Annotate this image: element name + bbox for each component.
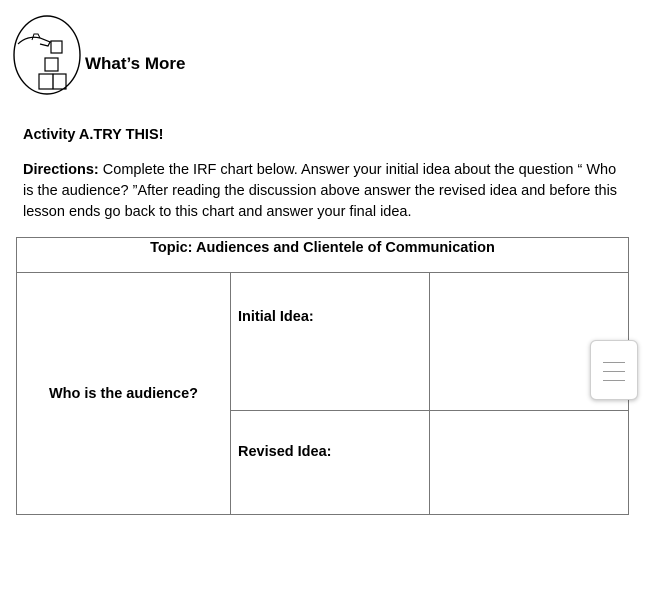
initial-idea-label-cell [231, 273, 430, 411]
hamburger-menu-icon[interactable] [590, 340, 638, 400]
question-cell [17, 273, 231, 515]
activity-title: Activity A.TRY THIS! [23, 127, 164, 143]
topic-text: Topic: Audiences and Clientele of Communication [150, 240, 495, 256]
revised-idea-label: Revised Idea: [238, 444, 332, 460]
section-title: What’s More [85, 54, 186, 73]
initial-idea-label: Initial Idea: [238, 309, 314, 325]
directions-text: Complete the IRF chart below. Answer your initial idea about the question “ Who is the audience? ”After reading the discussion above answer the revised idea and before this lesson ends go back to this chart and answer your final idea. [23, 162, 618, 220]
directions-label: Directions: [23, 162, 99, 178]
directions-paragraph [23, 160, 627, 223]
question-text: Who is the audience? [48, 385, 199, 402]
revised-idea-label-cell [231, 411, 430, 515]
irf-chart-table [16, 237, 629, 515]
hand-placing-blocks-icon [12, 14, 82, 96]
topic-header-cell [17, 238, 629, 273]
revised-idea-answer-cell[interactable] [430, 411, 629, 515]
